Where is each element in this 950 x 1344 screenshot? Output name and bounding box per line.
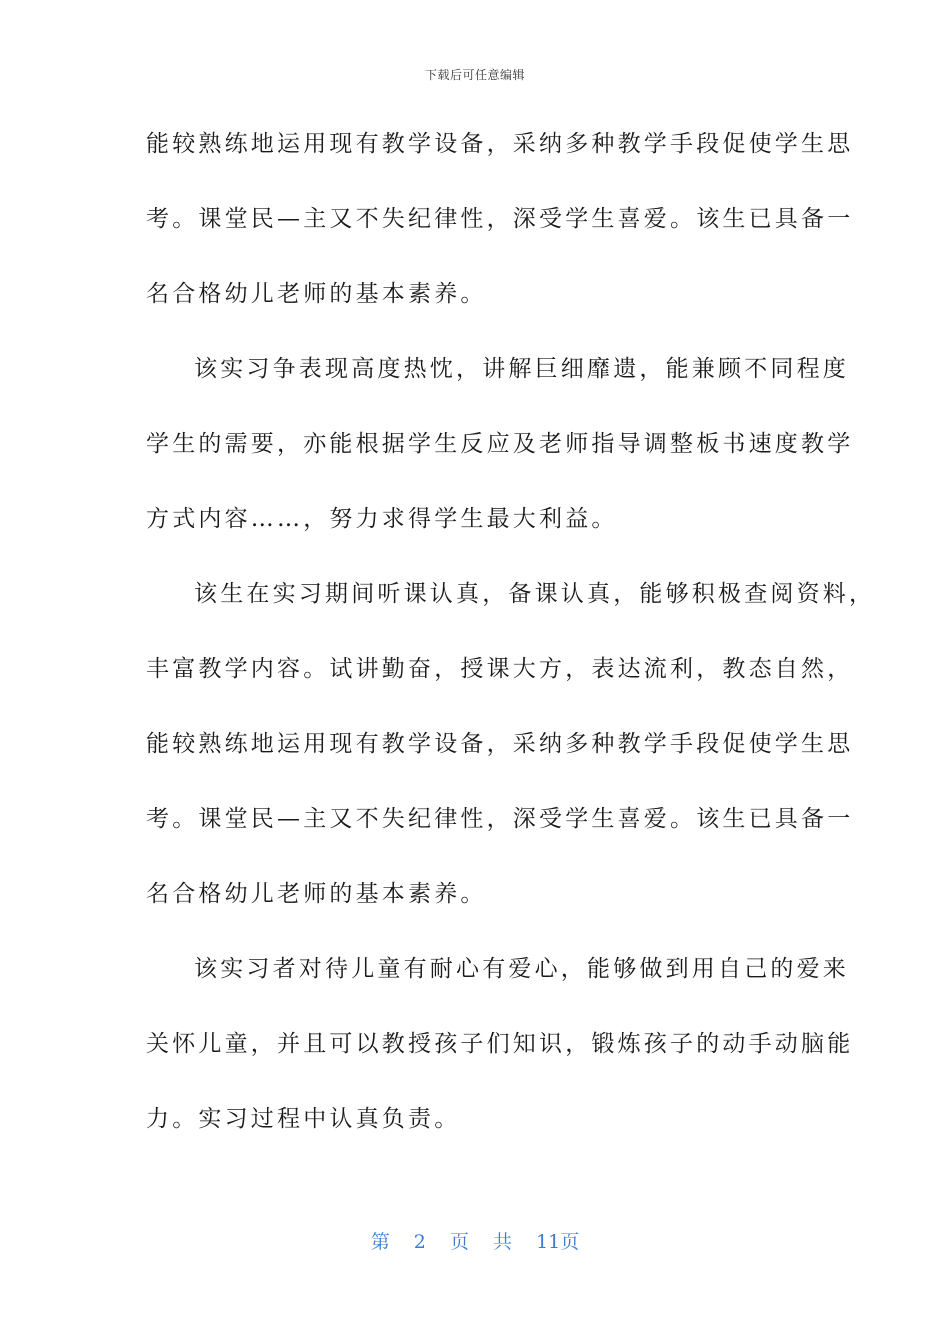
text-line: 考。课堂民—主又不失纪律性，深受学生喜爱。该生已具备一 [146, 206, 854, 232]
text-line: 考。课堂民—主又不失纪律性，深受学生喜爱。该生已具备一 [146, 806, 854, 832]
footer-page-current: 2 [413, 1231, 426, 1253]
paragraph-first-line: 该实习争表现高度热忱，讲解巨细靡遗，能兼顾不同程度 [194, 356, 849, 382]
footer-label-gong: 共 [493, 1231, 513, 1253]
text-line: 学生的需要，亦能根据学生反应及老师指导调整板书速度教学 [146, 431, 854, 457]
text-line: 能较熟练地运用现有教学设备，采纳多种教学手段促使学生思 [146, 731, 854, 757]
paragraph-first-line: 该生在实习期间听课认真，备课认真，能够积极查阅资料， [194, 581, 876, 607]
page-footer [0, 1227, 950, 1254]
footer-page-total: 11页 [536, 1231, 580, 1253]
paragraph-first-line: 该实习者对待儿童有耐心有爱心，能够做到用自己的爱来 [194, 956, 849, 982]
text-line: 关怀儿童，并且可以教授孩子们知识，锻炼孩子的动手动脑能 [146, 1031, 854, 1057]
header-note: 下载后可任意编辑 [424, 68, 525, 82]
footer-label-ye: 页 [449, 1231, 469, 1253]
text-line: 力。实习过程中认真负责。 [146, 1106, 461, 1132]
text-line: 能较熟练地运用现有教学设备，采纳多种教学手段促使学生思 [146, 131, 854, 157]
text-line: 丰富教学内容。试讲勤奋，授课大方，表达流利，教态自然， [146, 656, 854, 682]
footer-label-di: 第 [370, 1231, 390, 1253]
document-body [146, 120, 876, 1170]
text-line: 名合格幼儿老师的基本素养。 [146, 881, 487, 907]
text-line: 方式内容……，努力求得学生最大利益。 [146, 506, 618, 532]
text-line: 名合格幼儿老师的基本素养。 [146, 281, 487, 307]
